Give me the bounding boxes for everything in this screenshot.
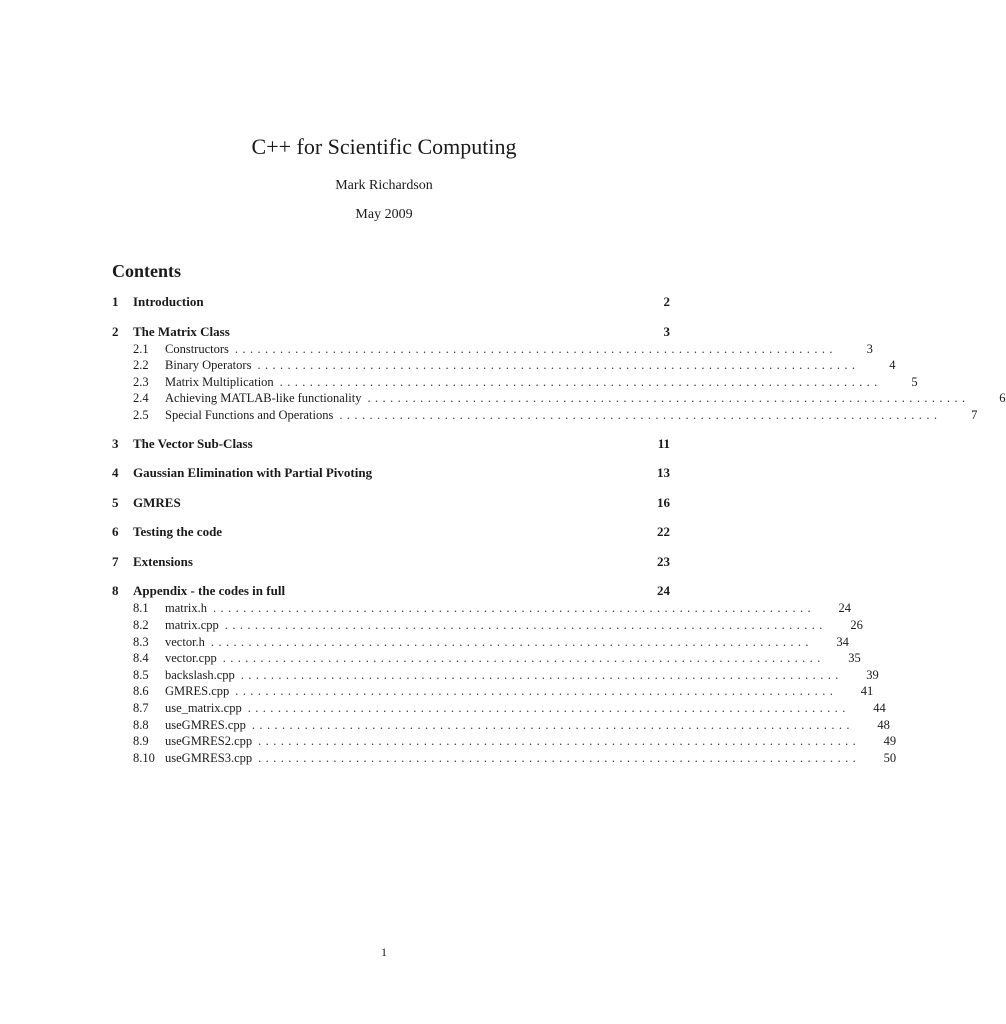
toc-section-number: 2: [112, 323, 119, 339]
toc-subsection-page: 41: [860, 684, 874, 699]
toc-subsection-title: use_matrix.cpp: [165, 701, 242, 716]
toc-section-page: 3: [663, 323, 670, 339]
toc-section-page: 11: [657, 435, 670, 451]
toc-subsection[interactable]: [112, 651, 861, 668]
toc-section[interactable]: [112, 524, 670, 542]
toc-section-number: 5: [112, 494, 119, 510]
toc-subsection[interactable]: [112, 684, 874, 701]
toc-subsection-number: 8.3: [133, 634, 149, 649]
toc-subsection-page: 7: [971, 407, 978, 422]
contents-heading: Contents: [112, 261, 182, 281]
toc-section-number: 1: [112, 294, 119, 309]
toc-subsection-number: 8.9: [133, 734, 149, 749]
toc-dot-leader: ................................................................................: [339, 407, 942, 422]
document-author: Mark Richardson: [335, 178, 433, 193]
toc-subsection-number: 8.4: [133, 651, 149, 666]
toc-section-number: 7: [112, 553, 119, 569]
toc-subsection-page: 34: [836, 634, 849, 649]
toc-dot-leader: ................................................................................: [251, 717, 854, 732]
toc-subsection-page: 5: [911, 374, 918, 389]
toc-subsection-number: 2.4: [133, 391, 149, 406]
toc-section-title: Appendix - the codes in full: [133, 583, 286, 599]
toc-subsection-number: 8.6: [133, 684, 149, 699]
toc-subsection-title: Achieving MATLAB-like functionality: [165, 391, 362, 406]
toc-section-title: GMRES: [133, 494, 181, 510]
toc-subsection-number: 2.5: [133, 407, 149, 422]
toc-section-title: The Matrix Class: [133, 323, 230, 339]
toc-subsection-page: 48: [877, 717, 890, 732]
toc-subsection-number: 8.10: [133, 750, 155, 765]
toc-dot-leader: ................................................................................: [258, 750, 861, 765]
toc-section-number: 3: [112, 435, 119, 451]
toc-subsection-list: [112, 601, 897, 767]
toc-subsection-number: 8.5: [133, 667, 149, 682]
toc-subsection[interactable]: [112, 601, 852, 618]
toc-dot-leader: ................................................................................: [257, 358, 860, 373]
toc-section-page: 24: [657, 583, 670, 599]
toc-subsection-page: 35: [848, 651, 861, 666]
toc-subsection-number: 8.1: [133, 601, 149, 616]
toc-dot-leader: ................................................................................: [234, 341, 837, 356]
toc-subsection-title: vector.h: [165, 634, 205, 649]
toc-subsection-title: Constructors: [165, 341, 229, 356]
toc-subsection[interactable]: [112, 701, 886, 718]
toc-subsection[interactable]: [112, 634, 849, 652]
toc-dot-leader: ................................................................................: [222, 651, 825, 666]
toc-subsection-number: 2.1: [133, 341, 149, 356]
toc-subsection-page: 26: [850, 618, 863, 633]
toc-subsection-page: 50: [883, 750, 897, 765]
toc-section-title: Testing the code: [133, 524, 223, 540]
page-number: 1: [381, 945, 387, 959]
toc-subsection[interactable]: [112, 734, 897, 751]
toc-section[interactable]: [112, 495, 670, 513]
document-date: May 2009: [355, 207, 413, 222]
toc-dot-leader: ................................................................................: [224, 618, 827, 633]
toc-subsection-title: Special Functions and Operations: [165, 407, 334, 422]
toc-subsection-number: 8.2: [133, 618, 149, 633]
toc-subsection-number: 2.2: [133, 358, 149, 373]
toc-dot-leader: ................................................................................: [240, 667, 843, 682]
toc-dot-leader: ................................................................................: [235, 684, 838, 699]
toc-section-number: 6: [112, 524, 119, 540]
toc-section-title: Gaussian Elimination with Partial Pivoting: [133, 465, 373, 481]
toc-subsection-list: [112, 341, 1006, 425]
toc-subsection-page: 24: [838, 601, 852, 616]
toc-section-page: 22: [657, 524, 670, 540]
document-title: C++ for Scientific Computing: [251, 134, 517, 159]
toc-subsection-page: 44: [873, 701, 886, 716]
toc-dot-leader: ................................................................................: [210, 634, 813, 649]
toc-section-page: 16: [657, 494, 670, 510]
toc-section-page: 23: [657, 553, 670, 569]
toc-subsection[interactable]: [112, 717, 890, 735]
toc-section-title: Extensions: [133, 553, 193, 569]
toc-subsection-title: Binary Operators: [165, 358, 252, 373]
toc-subsection-title: useGMRES3.cpp: [165, 750, 253, 765]
toc-subsection-page: 6: [999, 391, 1006, 406]
toc-dot-leader: ................................................................................: [258, 734, 861, 749]
toc-section-number: 4: [112, 465, 119, 481]
toc-dot-leader: ................................................................................: [213, 601, 816, 616]
toc-subsection-page: 3: [866, 341, 873, 356]
toc-section-title: The Vector Sub-Class: [133, 435, 253, 451]
toc-subsection[interactable]: [112, 407, 978, 425]
toc-section-number: 8: [112, 583, 119, 599]
toc-subsection[interactable]: [112, 618, 863, 635]
toc-subsection-title: matrix.h: [165, 601, 208, 616]
toc-section[interactable]: [112, 436, 670, 454]
toc-subsection[interactable]: [112, 750, 897, 768]
toc-subsection-page: 49: [883, 734, 897, 749]
toc-section-page: 2: [663, 294, 670, 309]
toc-subsection-page: 39: [866, 667, 879, 682]
toc-dot-leader: ................................................................................: [247, 701, 850, 716]
toc-section-title: Introduction: [133, 294, 204, 309]
toc-subsection-number: 8.8: [133, 717, 149, 732]
toc-subsection-title: Matrix Multiplication: [165, 374, 274, 389]
toc-subsection[interactable]: [112, 374, 918, 392]
toc-subsection-title: matrix.cpp: [165, 618, 219, 633]
toc-subsection-title: backslash.cpp: [165, 667, 235, 682]
table-of-contents: [112, 294, 1006, 767]
toc-dot-leader: ................................................................................: [279, 374, 882, 389]
toc-subsection-page: 4: [889, 358, 896, 373]
toc-subsection-title: useGMRES.cpp: [165, 717, 246, 732]
toc-section-page: 13: [657, 465, 670, 481]
toc-subsection[interactable]: [112, 667, 879, 685]
toc-subsection[interactable]: [112, 358, 896, 375]
toc-subsection[interactable]: [112, 341, 873, 359]
toc-subsection-title: vector.cpp: [165, 651, 217, 666]
toc-section[interactable]: [112, 583, 670, 601]
toc-section[interactable]: [112, 294, 670, 312]
toc-section[interactable]: [112, 324, 670, 342]
toc-dot-leader: ................................................................................: [367, 391, 970, 406]
toc-subsection-number: 2.3: [133, 374, 149, 389]
toc-subsection-number: 8.7: [133, 701, 149, 716]
toc-section[interactable]: [112, 465, 670, 483]
toc-subsection-title: GMRES.cpp: [165, 684, 230, 699]
toc-section[interactable]: [112, 554, 670, 572]
toc-subsection[interactable]: [112, 391, 1006, 408]
toc-subsection-title: useGMRES2.cpp: [165, 734, 253, 749]
